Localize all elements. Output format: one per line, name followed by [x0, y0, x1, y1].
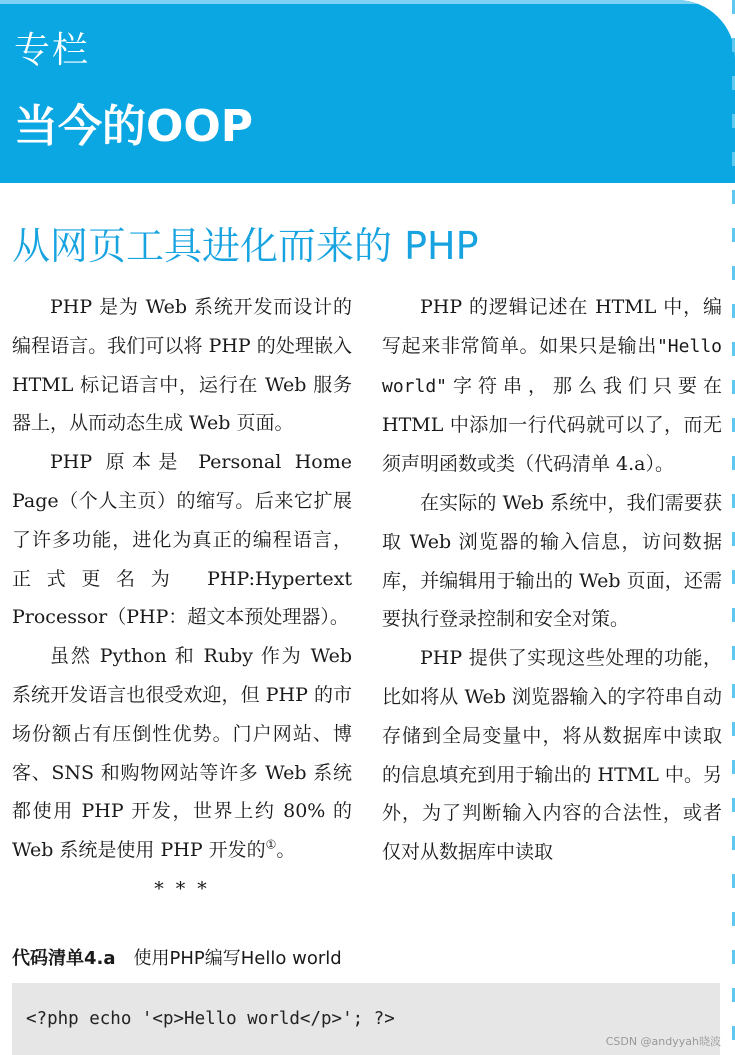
paragraph	[12, 637, 352, 870]
paragraph-text: 字符串，那么我们只要在 HTML 中添加一行代码就可以了，而无须声明函数或类（代码清单 4.a）。	[382, 374, 722, 476]
header-top-line	[0, 0, 735, 4]
paragraph-end: 。	[276, 839, 296, 862]
footnote-reference[interactable]: ①	[265, 837, 277, 852]
code-listing-caption	[12, 944, 342, 970]
paragraph: PHP 提供了实现这些处理的功能，比如将从 Web 浏览器输入的字符串自动存储到全局变量中，将从数据库中读取的信息填充到用于输出的 HTML 中。另外，为了判断输入内容的合法性，或者仅对从数据库中读取	[382, 647, 722, 864]
left-column	[12, 288, 352, 909]
paragraph-text: 虽然 Python 和 Ruby 作为 Web 系统开发语言也很受欢迎，但 PHP 的市场份额占有压倒性优势。门户网站、博客、SNS 和购物网站等许多 Web 系统都使用 PHP 开发，世界上约 80% 的 Web 系统是使用 PHP 开发的	[12, 645, 352, 862]
column-header-banner	[0, 0, 735, 183]
column-kicker: 专栏	[14, 30, 91, 71]
paragraph: PHP 是为 Web 系统开发而设计的编程语言。我们可以将 PHP 的处理嵌入 HTML 标记语言中，运行在 Web 服务器上，从而动态生成 Web 页面。	[12, 296, 352, 435]
paragraph-text: PHP 原本是 Personal Home Page（个人主页）的缩写。后来它扩展了许多功能，进化为真正的编程语言，正式更名为 PHP:Hypertext Processor（PHP：超文本预处理器）。	[12, 451, 352, 629]
listing-title: 使用PHP编写Hello world	[133, 948, 342, 969]
code-line: <?php echo '<p>Hello world</p>'; ?>	[26, 1009, 395, 1029]
section-separator: * * *	[154, 877, 210, 900]
right-column	[382, 288, 722, 872]
section-title: 从网页工具进化而来的 PHP	[12, 224, 479, 268]
column-title: 当今的OOP	[14, 101, 254, 152]
watermark: CSDN @andyyah晓波	[605, 1035, 721, 1048]
paragraph-text: PHP 的逻辑记述在 HTML 中，编写起来非常简单。如果只是输出	[382, 296, 722, 357]
paragraph	[382, 288, 722, 484]
inline-code: "Hello world"	[382, 335, 722, 397]
paragraph: 在实际的 Web 系统中，我们需要获取 Web 浏览器的输入信息，访问数据库，并编辑用于输出的 Web 页面，还需要执行登录控制和安全对策。	[382, 491, 722, 631]
paragraph	[12, 443, 352, 637]
listing-number: 代码清单4.a	[12, 948, 116, 969]
